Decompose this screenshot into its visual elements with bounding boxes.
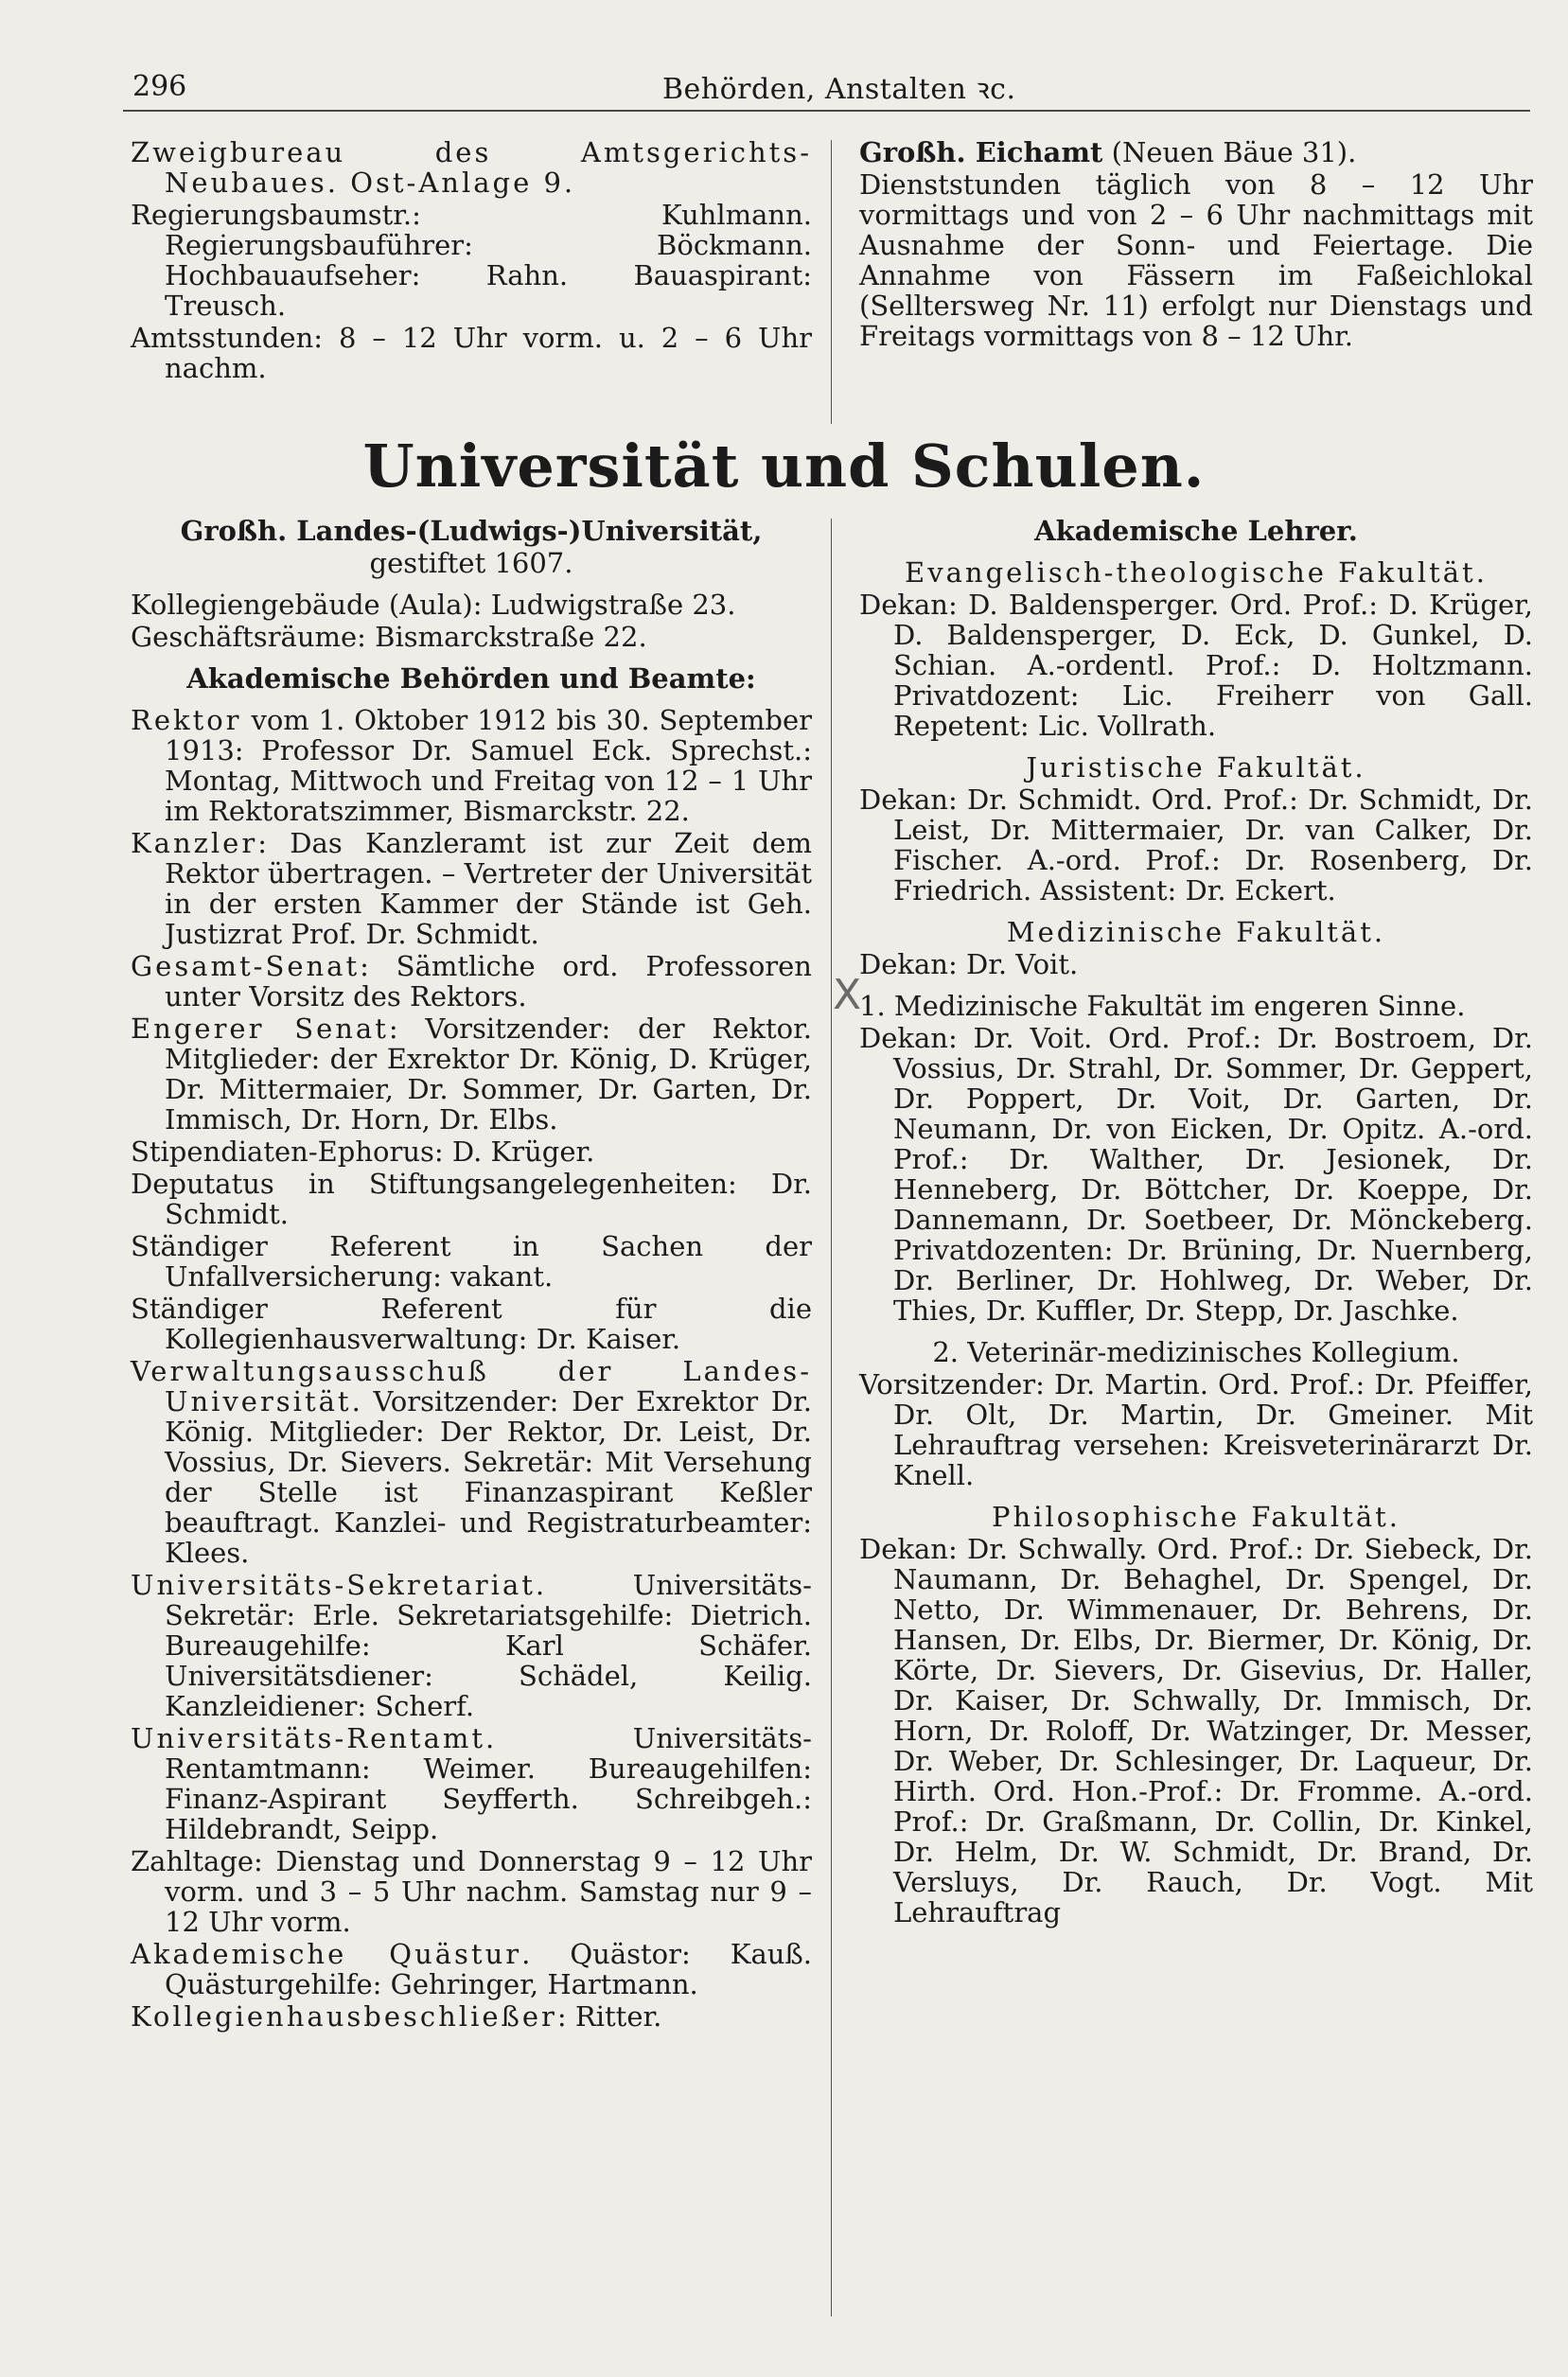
list-item: Zahltage: Dienstag und Donnerstag 9 – 12 Uhr vorm. und 3 – 5 Uhr nachm. Samstag nur 9 – 12 Uhr vorm.	[131, 1845, 812, 1938]
list-item: Ständiger Referent in Sachen der Unfallversicherung: vakant.	[131, 1230, 812, 1293]
top-right-column	[859, 137, 1533, 353]
paragraph: Regierungsbaumstr.: Kuhlmann. Regierungsbauführer: Böckmann. Hochbauaufseher: Rahn. Bauaspirant: Treusch.	[131, 199, 812, 322]
top-left-column	[131, 137, 812, 385]
list-item: Akademische Quästur. Quästor: Kauß. Quästurgehilfe: Gehringer, Hartmann.	[131, 1938, 812, 2000]
faculty-heading: Evangelisch-theologische Fakultät.	[905, 556, 1488, 589]
running-head	[123, 64, 1530, 112]
officials-heading: Akademische Behörden und Beamte:	[186, 662, 756, 695]
paragraph: Amtsstunden: 8 – 12 Uhr vorm. u. 2 – 6 Uhr nachm.	[131, 322, 812, 384]
faculty-heading: Juristische Fakultät.	[1026, 751, 1366, 784]
university-founded: gestiftet 1607.	[369, 547, 573, 579]
paragraph: Dekan: Dr. Voit.	[859, 948, 1079, 980]
eichamt-address: (Neuen Bäue 31).	[1102, 136, 1357, 168]
subfaculty-heading: 2. Veterinär-medizinisches Kollegium.	[932, 1336, 1460, 1368]
office-address: Geschäftsräume: Bismarckstraße 22.	[131, 621, 647, 653]
pencil-mark: X	[833, 971, 862, 1019]
faculty-column	[859, 516, 1533, 1929]
list-item: Universitäts-Sekretariat. Universitäts-Sekretär: Erle. Sekretariatsgehilfe: Dietrich. Bureaugehilfe: Karl Schäfer. Universitätsdiener: Schädel, Keilig. Kanzleidiener: Scherf.	[131, 1569, 812, 1722]
building-address: Kollegiengebäude (Aula): Ludwigstraße 23.	[131, 589, 736, 621]
paragraph: Dekan: Dr. Voit. Ord. Prof.: Dr. Bostroem, Dr. Vossius, Dr. Strahl, Dr. Sommer, Dr. Geppert, Dr. Poppert, Dr. Voit, Dr. Garten, Dr. Neumann, Dr. von Eicken, Dr. Opitz. A.-ord. Prof.: Dr. Walther, Dr. Jesionek, Dr. Henneberg, Dr. Böttcher, Dr. Koeppe, Dr. Dannemann, Dr. Soetbeer, Dr. Mönckeberg. Privatdozenten: Dr. Brüning, Dr. Nuernberg, Dr. Berliner, Dr. Hohlweg, Dr. Weber, Dr. Thies, Dr. Kuffler, Dr. Stepp, Dr. Jaschke.	[859, 1022, 1533, 1327]
list-item: Kollegienhausbeschließer: Ritter.	[131, 2000, 662, 2033]
list-item: Deputatus in Stiftungsangelegenheiten: Dr. Schmidt.	[131, 1168, 812, 1230]
eichamt-heading: Großh. Eichamt	[859, 136, 1103, 168]
column-divider	[831, 140, 832, 424]
paragraph: Dekan: Dr. Schwally. Ord. Prof.: Dr. Siebeck, Dr. Naumann, Dr. Behaghel, Dr. Spengel, Dr. Netto, Dr. Wimmenauer, Dr. Behrens, Dr. Hansen, Dr. Elbs, Dr. Biermer, Dr. König, Dr. Körte, Dr. Sievers, Dr. Gisevius, Dr. Haller, Dr. Kaiser, Dr. Schwally, Dr. Immisch, Dr. Horn, Dr. Roloff, Dr. Watzinger, Dr. Messer, Dr. Weber, Dr. Schlesinger, Dr. Laqueur, Dr. Hirth. Ord. Hon.-Prof.: Dr. Fromme. A.-ord. Prof.: Dr. Graßmann, Dr. Collin, Dr. Kinkel, Dr. Helm, Dr. W. Schmidt, Dr. Brand, Dr. Versluys, Dr. Rauch, Dr. Vogt. Mit Lehrauftrag	[859, 1533, 1533, 1928]
faculty-heading: Philosophische Fakultät.	[991, 1501, 1401, 1533]
subfaculty-heading: 1. Medizinische Fakultät im engeren Sinne.	[859, 990, 1466, 1022]
list-item: Universitäts-Rentamt. Universitäts-Rentamtmann: Weimer. Bureaugehilfen: Finanz-Aspirant Seyfferth. Schreibgeh.: Hildebrandt, Seipp.	[131, 1722, 812, 1845]
list-item: Ständiger Referent für die Kollegienhausverwaltung: Dr. Kaiser.	[131, 1293, 812, 1355]
paragraph: Dienststunden täglich von 8 – 12 Uhr vormittags und von 2 – 6 Uhr nachmittags mit Ausnahme der Sonn- und Feiertage. Die Annahme von Fässern im Faßeichlokal (Selltersweg Nr. 11) erfolgt nur Dienstags und Freitags vormittags von 8 – 12 Uhr.	[859, 168, 1533, 352]
paragraph: Dekan: Dr. Schmidt. Ord. Prof.: Dr. Schmidt, Dr. Leist, Dr. Mittermaier, Dr. van Calker, Dr. Fischer. A.-ord. Prof.: Dr. Rosenberg, Dr. Friedrich. Assistent: Dr. Eckert.	[859, 784, 1533, 907]
list-item: Stipendiaten-Ephorus: D. Krüger.	[131, 1136, 595, 1168]
column-divider	[831, 519, 832, 2316]
section-title: Universität und Schulen.	[362, 431, 1206, 501]
list-item: Verwaltungsausschuß der Landes-Universität. Vorsitzender: Der Exrektor Dr. König. Mitglieder: Der Rektor, Dr. Leist, Dr. Vossius, Dr. Sievers. Sekretär: Mit Versehung der Stelle ist Finanzaspirant Keßler beauftragt. Kanzlei- und Registraturbeamter: Klees.	[131, 1355, 812, 1569]
page-number: 296	[132, 70, 187, 103]
header-title: Behörden, Anstalten ꝛc.	[662, 73, 1016, 106]
paragraph: Zweigbureau des Amtsgerichts-Neubaues. Ost-Anlage 9.	[131, 136, 812, 199]
faculty-heading: Medizinische Fakultät.	[1006, 916, 1386, 948]
teachers-heading: Akademische Lehrer.	[1034, 515, 1358, 547]
paragraph: Dekan: D. Baldensperger. Ord. Prof.: D. Krüger, D. Baldensperger, D. Eck, D. Gunkel, D. Schian. A.-ordentl. Prof.: D. Holtzmann. Privatdozent: Lic. Freiherr von Gall. Repetent: Lic. Vollrath.	[859, 589, 1533, 742]
list-item: Kanzler: Das Kanzleramt ist zur Zeit dem Rektor übertragen. – Vertreter der Universität in der ersten Kammer der Stände ist Geh. Justizrat Prof. Dr. Schmidt.	[131, 827, 812, 950]
officials-list	[131, 705, 812, 2032]
paragraph: Vorsitzender: Dr. Martin. Ord. Prof.: Dr. Pfeiffer, Dr. Olt, Dr. Martin, Dr. Gmeiner. Mit Lehrauftrag versehen: Kreisveterinärarzt Dr. Knell.	[859, 1368, 1533, 1491]
list-item: Engerer Senat: Vorsitzender: der Rektor. Mitglieder: der Exrektor Dr. König, D. Krüger, Dr. Mittermaier, Dr. Sommer, Dr. Garten, Dr. Immisch, Dr. Horn, Dr. Elbs.	[131, 1012, 812, 1136]
university-heading: Großh. Landes-(Ludwigs-)Universität,	[180, 515, 763, 547]
list-item: Rektor vom 1. Oktober 1912 bis 30. September 1913: Professor Dr. Samuel Eck. Sprechst.: Montag, Mittwoch und Freitag von 12 – 1 Uhr im Rektoratszimmer, Bismarckstr. 22.	[131, 704, 812, 827]
list-item: Gesamt-Senat: Sämtliche ord. Professoren unter Vorsitz des Rektors.	[131, 950, 812, 1012]
university-column	[131, 516, 812, 2034]
